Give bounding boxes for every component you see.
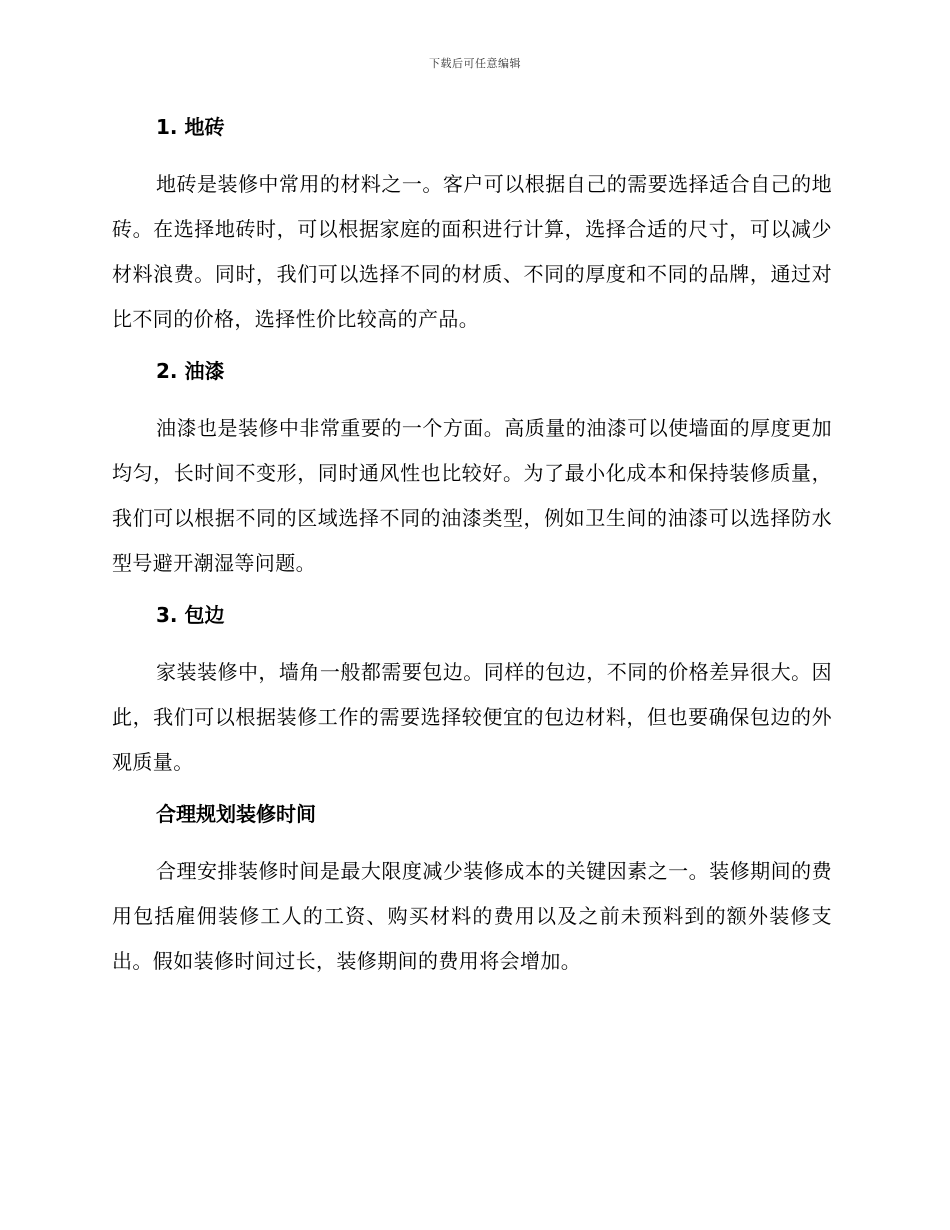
section-floor-tiles: [112, 110, 832, 354]
section-edging: [112, 598, 832, 797]
section-schedule: [112, 797, 832, 984]
document-body: [112, 110, 832, 984]
section-paint: [112, 354, 832, 598]
section-heading: 2. 油漆: [156, 359, 225, 383]
section-heading: 合理规划装修时间: [156, 802, 316, 826]
section-paragraph: 油漆也是装修中非常重要的一个方面。高质量的油漆可以使墙面的厚度更加均匀，长时间不变形，同时通风性也比较好。为了最小化成本和保持装修质量，我们可以根据不同的区域选择不同的油漆类型，例如卫生间的油漆可以选择防水型号避开潮湿等问题。: [112, 416, 832, 575]
header-note: 下载后可任意编辑: [429, 57, 521, 70]
section-paragraph: 地砖是装修中常用的材料之一。客户可以根据自己的需要选择适合自己的地砖。在选择地砖时，可以根据家庭的面积进行计算，选择合适的尺寸，可以减少材料浪费。同时，我们可以选择不同的材质、不同的厚度和不同的品牌，通过对比不同的价格，选择性价比较高的产品。: [112, 172, 832, 331]
section-paragraph: 合理安排装修时间是最大限度减少装修成本的关键因素之一。装修期间的费用包括雇佣装修工人的工资、购买材料的费用以及之前未预料到的额外装修支出。假如装修时间过长，装修期间的费用将会增加。: [112, 859, 832, 973]
section-heading: 1. 地砖: [156, 115, 225, 139]
section-heading: 3. 包边: [156, 603, 225, 627]
section-paragraph: 家装装修中，墙角一般都需要包边。同样的包边，不同的价格差异很大。因此，我们可以根据装修工作的需要选择较便宜的包边材料，但也要确保包边的外观质量。: [112, 660, 832, 774]
